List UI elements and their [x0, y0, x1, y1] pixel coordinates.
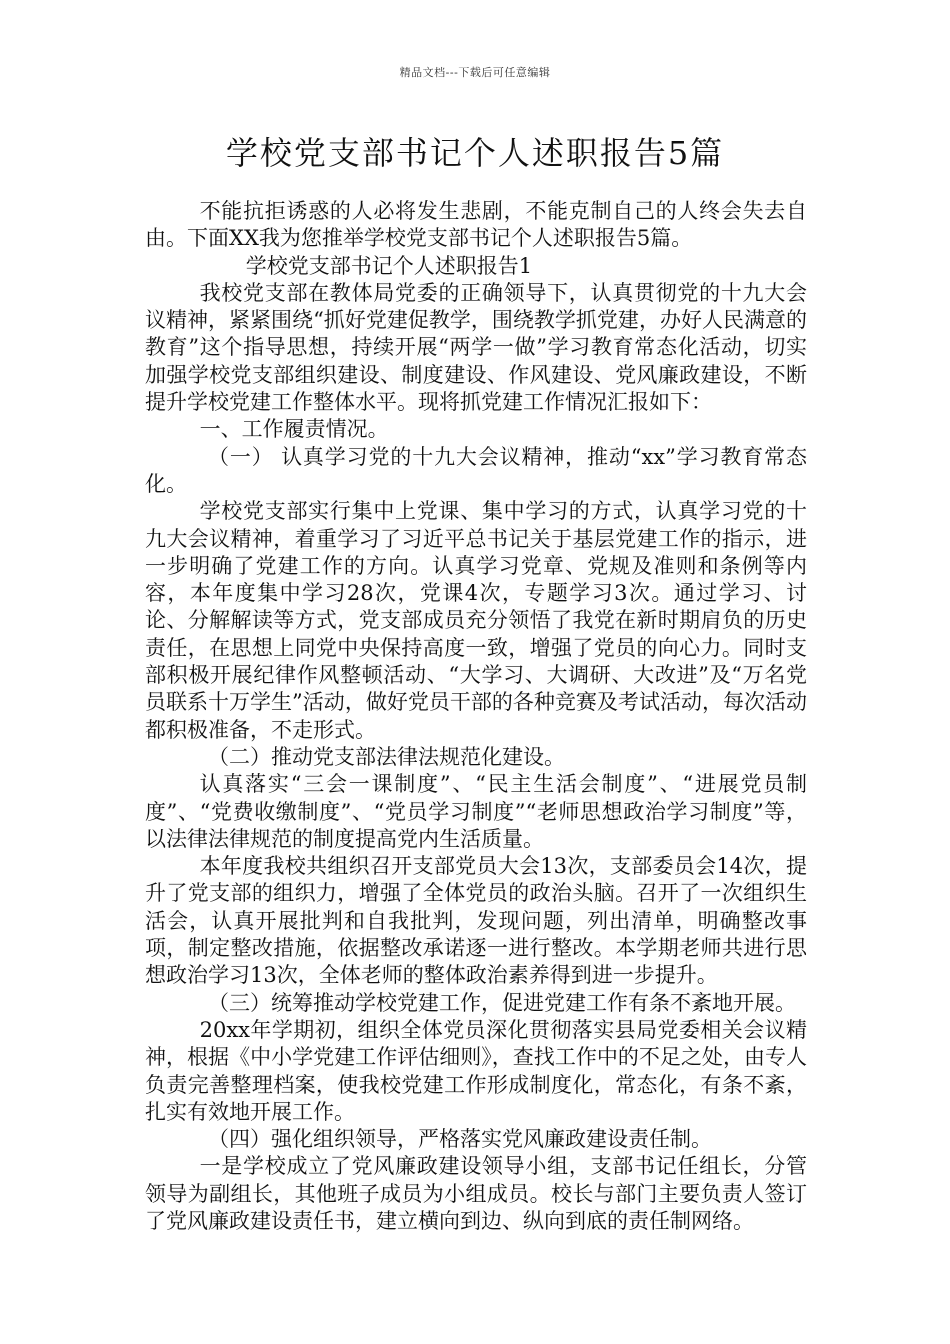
body-paragraph: 认真落实“三会一课制度”、“民主生活会制度”、“进展党员制度”、“党费收缴制度”、“党员学习制度”“老师思想政治学习制度”等，以法律法律规范的制度提高党内生活质量。	[145, 772, 807, 851]
intro-paragraph: 不能抗拒诱惑的人必将发生悲剧，不能克制自己的人终会失去自由。下面XX我为您推举学校党支部书记个人述职报告5篇。	[145, 199, 807, 251]
body-paragraph: 学校党支部实行集中上党课、集中学习的方式，认真学习党的十九大会议精神，着重学习了习近平总书记关于基层党建工作的指示，进一步明确了党建工作的方向。认真学习党章、党规及准则和条例等内容，本年度集中学习28次，党课4次，专题学习3次。通过学习、讨论、分解解读等方式，党支部成员充分领悟了我党在新时期肩负的历史责任，在思想上同党中央保持高度一致，增强了党员的向心力。同时支部积极开展纪律作风整顿活动、“大学习、大调研、大改进”及“万名党员联系十万学生”活动，做好党员干部的各种竞赛及考试活动，每次活动都积极准备，不走形式。	[145, 499, 807, 742]
body-paragraph: 一是学校成立了党风廉政建设领导小组，支部书记任组长，分管领导为副组长，其他班子成员为小组成员。校长与部门主要负责人签订了党风廉政建设责任书，建立横向到边、纵向到底的责任制网络。	[145, 1154, 807, 1233]
subsection-heading: （一） 认真学习党的十九大会议精神，推动“xx”学习教育常态化。	[145, 444, 807, 496]
document-title: 学校党支部书记个人述职报告5篇	[225, 134, 725, 172]
subsection-heading: （二）推动党支部法律法规范化建设。	[208, 744, 565, 769]
section-heading: 一、工作履责情况。	[199, 417, 389, 442]
body-paragraph: 20xx年学期初，组织全体党员深化贯彻落实县局党委相关会议精神，根据《中小学党建工作评估细则》，查找工作中的不足之处，由专人负责完善整理档案，使我校党建工作形成制度化，常态化，有条不紊，扎实有效地开展工作。	[145, 1017, 807, 1124]
body-paragraph: 本年度我校共组织召开支部党员大会13次，支部委员会14次，提升了党支部的组织力，增强了全体党员的政治头脑。召开了一次组织生活会，认真开展批判和自我批判，发现问题，列出清单，明确整改事项，制定整改措施，依据整改承诺逐一进行整改。本学期老师共进行思想政治学习13次，全体老师的整体政治素养得到进一步提升。	[145, 854, 807, 988]
report-subtitle: 学校党支部书记个人述职报告1	[245, 253, 533, 278]
document-body	[145, 198, 807, 1235]
subsection-heading: （三）统筹推动学校党建工作，促进党建工作有条不紊地开展。	[208, 990, 796, 1015]
subsection-heading: （四）强化组织领导，严格落实党风廉政建设责任制。	[208, 1127, 712, 1152]
body-paragraph: 我校党支部在教体局党委的正确领导下，认真贯彻党的十九大会议精神，紧紧围绕“抓好党建促教学，围绕教学抓党建，办好人民满意的教育”这个指导思想，持续开展“两学一做”学习教育常态化活动，切实加强学校党支部组织建设、制度建设、作风建设、党风廉政建设，不断提升学校党建工作整体水平。现将抓党建工作情况汇报如下：	[145, 280, 807, 415]
page-header-note: 精品文档---下载后可任意编辑	[399, 66, 551, 79]
